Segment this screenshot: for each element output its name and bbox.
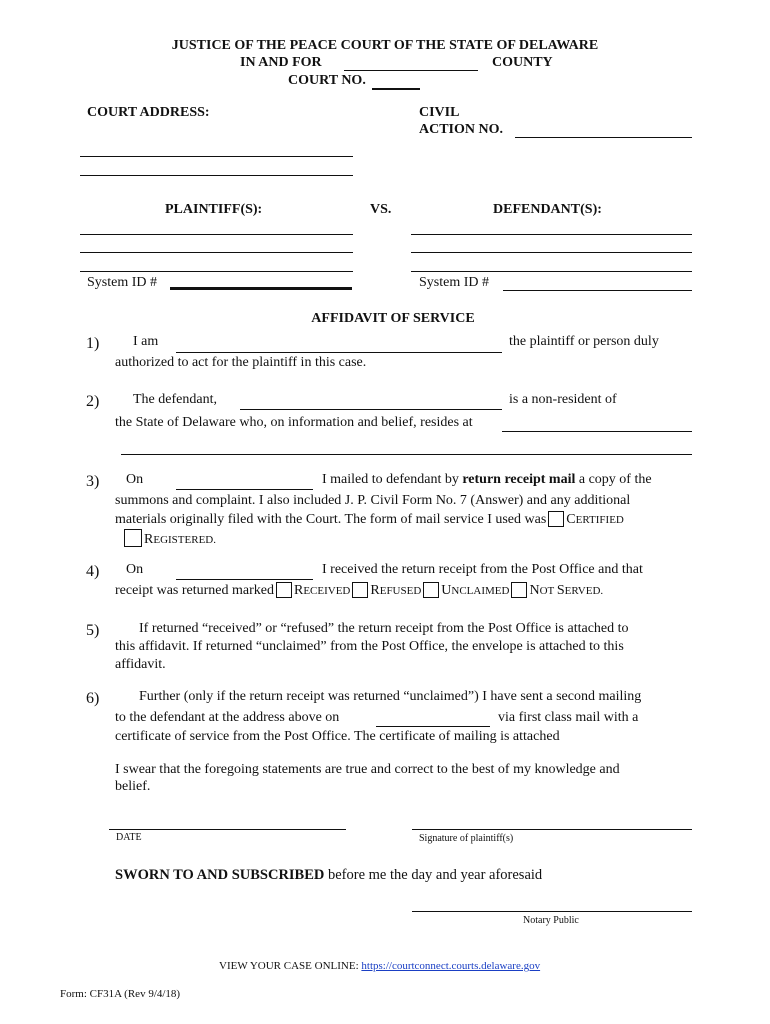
action-no-field[interactable] bbox=[515, 137, 692, 138]
county-field[interactable] bbox=[344, 70, 478, 71]
received-checkbox[interactable] bbox=[276, 582, 292, 598]
item-5-line-1: If returned “received” or “refused” the return receipt from the Post Office is attached to bbox=[139, 621, 629, 636]
in-and-for-label: IN AND FOR bbox=[240, 55, 322, 70]
registered-label: REGISTERED. bbox=[144, 532, 216, 547]
plaintiff-line-2[interactable] bbox=[80, 252, 353, 253]
court-address-label: COURT ADDRESS: bbox=[87, 105, 210, 120]
notary-public-label: Notary Public bbox=[523, 915, 579, 926]
defendant-line-1[interactable] bbox=[411, 234, 692, 235]
item-2-text-b: is a non-resident of bbox=[509, 392, 617, 407]
item-6-line-2b: via first class mail with a bbox=[498, 710, 639, 725]
item-5-line-2: this affidavit. If returned “unclaimed” from the Post Office, the envelope is attached to this bbox=[115, 639, 624, 654]
item-4-date-field[interactable] bbox=[176, 579, 313, 580]
item-5-number: 5) bbox=[86, 622, 100, 639]
item-2-number: 2) bbox=[86, 393, 100, 410]
item-1-text-a: I am bbox=[133, 334, 159, 349]
court-address-line-2[interactable] bbox=[80, 175, 353, 176]
civil-label: CIVIL bbox=[419, 105, 460, 120]
signature-field[interactable] bbox=[412, 829, 692, 830]
item-6-line-2a: to the defendant at the address above on bbox=[115, 710, 340, 725]
item-3-line-4 bbox=[122, 529, 216, 549]
court-no-label: COURT NO. bbox=[288, 73, 366, 88]
item-6-date-field[interactable] bbox=[376, 726, 490, 727]
registered-checkbox[interactable] bbox=[124, 529, 142, 547]
court-no-field[interactable] bbox=[372, 88, 420, 90]
item-2-address-field-1[interactable] bbox=[502, 431, 692, 432]
item-2-text-a: The defendant, bbox=[133, 392, 217, 407]
system-id-left-label: System ID # bbox=[87, 275, 157, 290]
defendant-line-2[interactable] bbox=[411, 252, 692, 253]
item-1-text-b: the plaintiff or person duly bbox=[509, 334, 659, 349]
sworn-statement: SWORN TO AND SUBSCRIBED before me the day and year aforesaid bbox=[115, 867, 543, 883]
item-6-line-1: Further (only if the return receipt was returned “unclaimed”) I have sent a second mailing bbox=[139, 689, 642, 704]
item-2-defendant-field[interactable] bbox=[240, 409, 502, 410]
item-1-text-c: authorized to act for the plaintiff in this case. bbox=[115, 355, 367, 370]
item-4-line-2: receipt was returned marked RECEIVED REFUSED UNCLAIMED NOT SERVED. bbox=[115, 583, 604, 598]
swear-line-1: I swear that the foregoing statements are true and correct to the best of my knowledge and bbox=[115, 762, 620, 777]
certified-checkbox[interactable] bbox=[548, 511, 564, 527]
action-no-label: ACTION NO. bbox=[419, 122, 504, 137]
item-3-on: On bbox=[126, 472, 144, 487]
date-label: DATE bbox=[116, 832, 142, 843]
item-3-date-field[interactable] bbox=[176, 489, 313, 490]
item-2-address-field-2[interactable] bbox=[121, 454, 692, 455]
date-field[interactable] bbox=[109, 829, 346, 830]
item-3-mailed-text: I mailed to defendant by return receipt mail a copy of the bbox=[322, 472, 652, 487]
court-address-line-1[interactable] bbox=[80, 156, 353, 157]
system-id-right-field[interactable] bbox=[503, 290, 692, 291]
county-label: COUNTY bbox=[492, 55, 553, 70]
system-id-left-field[interactable] bbox=[170, 287, 352, 290]
plaintiff-line-1[interactable] bbox=[80, 234, 353, 235]
plaintiff-line-3[interactable] bbox=[80, 271, 353, 272]
unclaimed-label: UNCLAIMED bbox=[441, 583, 510, 598]
not-served-label: NOT SERVED. bbox=[529, 583, 604, 598]
item-6-number: 6) bbox=[86, 690, 100, 707]
signature-label: Signature of plaintiff(s) bbox=[419, 833, 514, 844]
system-id-right-label: System ID # bbox=[419, 275, 489, 290]
affidavit-title: AFFIDAVIT OF SERVICE bbox=[311, 311, 475, 326]
item-1-name-field[interactable] bbox=[176, 352, 502, 353]
item-4-received-text: I received the return receipt from the Post Office and that bbox=[322, 562, 643, 577]
item-3-line-3: materials originally filed with the Court. The form of mail service I used was CERTIFIED bbox=[115, 512, 624, 527]
item-5-line-3: affidavit. bbox=[115, 657, 166, 672]
unclaimed-checkbox[interactable] bbox=[423, 582, 439, 598]
form-id: Form: CF31A (Rev 9/4/18) bbox=[60, 988, 181, 1000]
item-3-number: 3) bbox=[86, 473, 100, 490]
notary-signature-field[interactable] bbox=[412, 911, 692, 912]
courtconnect-link[interactable]: https://courtconnect.courts.delaware.gov bbox=[361, 960, 541, 972]
vs-label: VS. bbox=[370, 202, 392, 217]
refused-checkbox[interactable] bbox=[352, 582, 368, 598]
defendant-line-3[interactable] bbox=[411, 271, 692, 272]
item-1-number: 1) bbox=[86, 335, 100, 352]
item-2-text-c: the State of Delaware who, on information and belief, resides at bbox=[115, 415, 473, 430]
defendants-label: DEFENDANT(S): bbox=[493, 202, 602, 217]
item-6-line-3: certificate of service from the Post Office. The certificate of mailing is attached bbox=[115, 729, 560, 744]
certified-label: CERTIFIED bbox=[566, 512, 624, 527]
view-case-online: VIEW YOUR CASE ONLINE: https://courtconnect.courts.delaware.gov bbox=[219, 960, 541, 972]
item-4-number: 4) bbox=[86, 563, 100, 580]
refused-label: REFUSED bbox=[370, 583, 422, 598]
not-served-checkbox[interactable] bbox=[511, 582, 527, 598]
swear-line-2: belief. bbox=[115, 779, 151, 794]
item-3-line-2: summons and complaint. I also included J. P. Civil Form No. 7 (Answer) and any additional bbox=[115, 493, 631, 508]
court-title: JUSTICE OF THE PEACE COURT OF THE STATE OF DELAWARE bbox=[171, 38, 599, 53]
return-receipt-mail-bold: return receipt mail bbox=[462, 472, 576, 487]
received-label: RECEIVED bbox=[293, 583, 351, 598]
plaintiffs-label: PLAINTIFF(S): bbox=[165, 202, 263, 217]
item-4-on: On bbox=[126, 562, 144, 577]
